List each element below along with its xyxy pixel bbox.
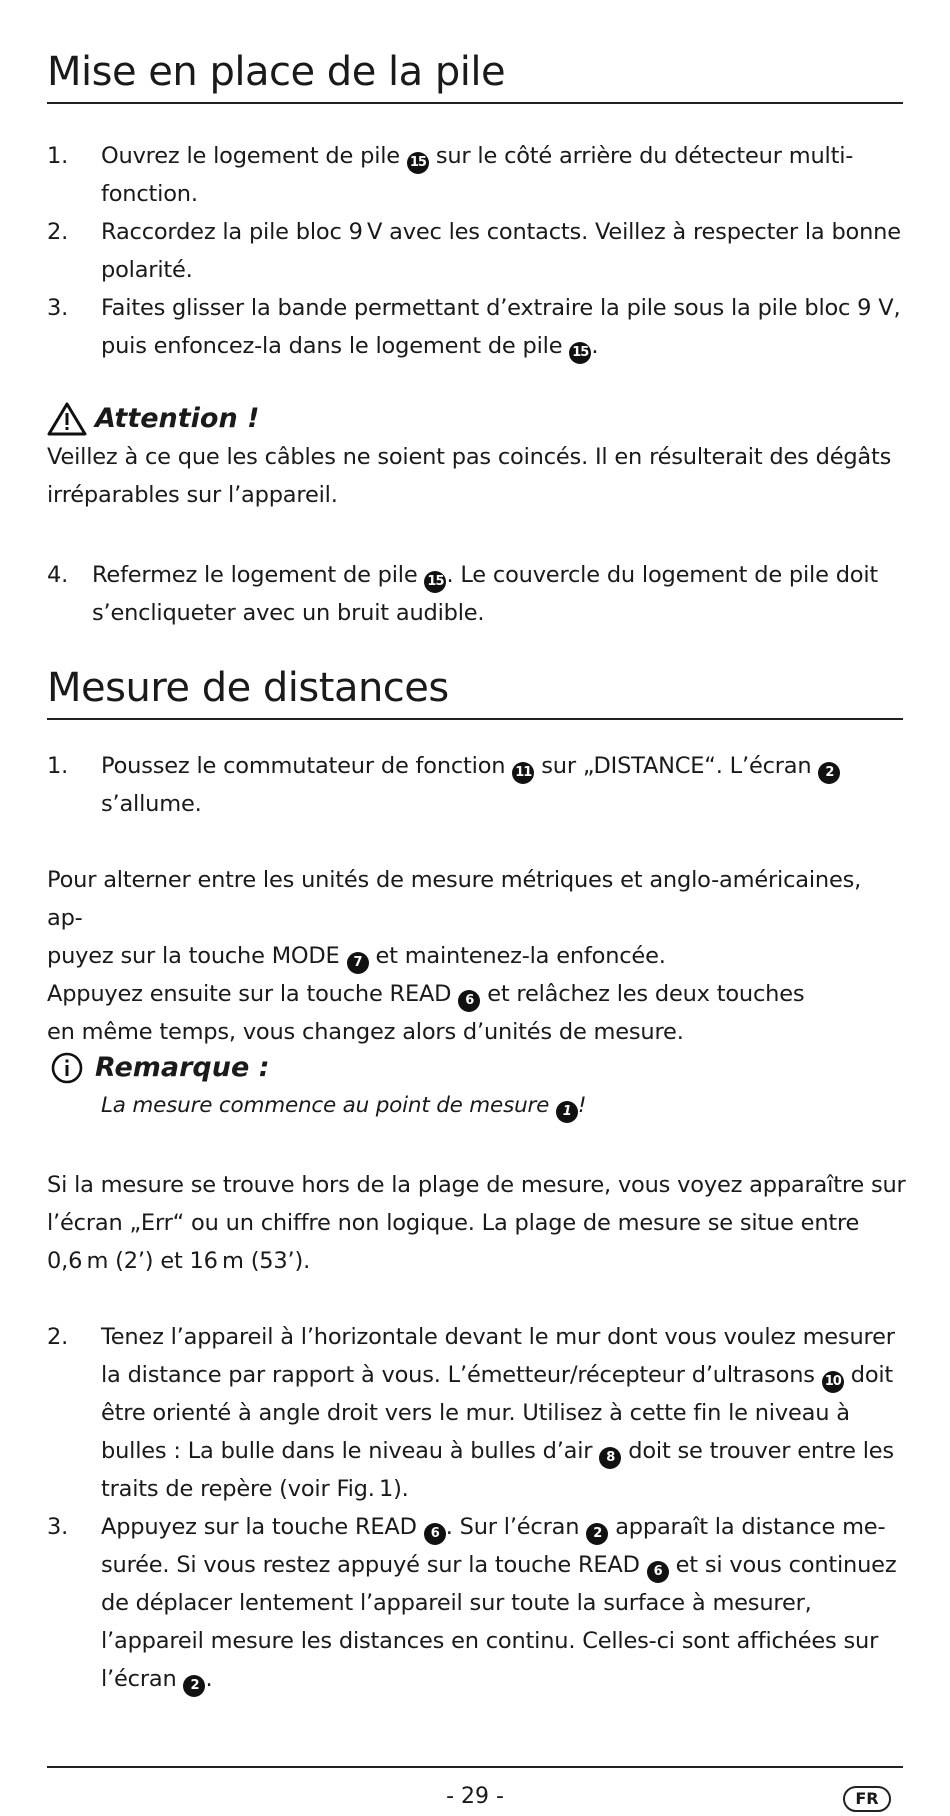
battery-step-4 — [47, 556, 903, 632]
callout-number-icon: 2 — [818, 762, 840, 784]
callout-number-icon: 8 — [599, 1447, 621, 1469]
section-battery-title-wrap — [47, 49, 903, 104]
info-icon — [47, 1051, 87, 1085]
list-item: 1. Ouvrez le logement de pile 15 sur le côté arrière du détecteur multi- fonction. — [47, 143, 854, 207]
remarque-text: La mesure commence au point de mesure 1 ! — [47, 1087, 903, 1125]
range-paragraph: Si la mesure se trouve hors de la plage de mesure, vous voyez apparaître sur l’écran „Err“ ou un chiffre non logique. La plage de mesure se situe entre 0,6 m (2’) et 16 m (53’). — [47, 1172, 906, 1274]
distance-steps — [47, 1318, 909, 1698]
battery-steps — [47, 137, 903, 365]
list-item: 3. Faites glisser la bande permettant d’extraire la pile sous la pile bloc 9 V, puis enfoncez-la dans le logement de pile 15 . — [47, 289, 903, 365]
language-badge: FR — [843, 1786, 891, 1812]
callout-number-icon: 6 — [424, 1523, 446, 1545]
callout-number-icon: 6 — [647, 1561, 669, 1583]
section-title: Mise en place de la pile — [47, 52, 903, 104]
attention-callout — [47, 400, 903, 514]
callout-number-icon: 7 — [347, 952, 369, 974]
callout-number-icon: 15 — [569, 342, 591, 364]
list-item: 4. Refermez le logement de pile 15 . Le couvercle du logement de pile doit s’encliqueter avec un bruit audible. — [47, 562, 879, 626]
remarque-callout — [47, 1049, 903, 1125]
remarque-heading: Remarque : — [47, 1049, 903, 1087]
callout-number-icon: 2 — [183, 1675, 205, 1697]
callout-number-icon: 15 — [407, 152, 429, 174]
list-item: 2. Raccordez la pile bloc 9 V avec les contacts. Veillez à respecter la bonne polarité. — [47, 219, 901, 283]
page-number: - 29 - — [446, 1784, 504, 1809]
distance-step-1 — [47, 747, 903, 823]
footer-divider — [47, 1766, 903, 1768]
section-distance-title-wrap — [47, 665, 903, 720]
callout-number-icon: 2 — [586, 1523, 608, 1545]
callout-number-icon: 1 — [556, 1101, 578, 1123]
callout-number-icon: 15 — [424, 571, 446, 593]
units-paragraph: Pour alterner entre les unités de mesure métriques et anglo-américaines, ap- puyez sur la touche MODE 7 et maintenez-la enfoncée. Appuyez ensuite sur la touche READ 6 et relâchez les deux touches en même temps, vous changez alors d’unités de mesure. — [47, 867, 862, 1045]
callout-number-icon: 10 — [822, 1371, 844, 1393]
list-item: 2. Tenez l’appareil à l’horizontale devant le mur dont vous voulez mesurer la distance par rapport à vous. L’émetteur/récepteur d’ultrasons 10 doit être orienté à angle droit vers le mur. Utilisez à cette fin le niveau à bulles : La bulle dans le niveau à bulles d’air 8 doit se trouver entre les traits de repère (voir Fig. 1). — [47, 1324, 895, 1502]
callout-number-icon: 11 — [512, 762, 534, 784]
attention-heading: Attention ! — [47, 400, 903, 438]
callout-number-icon: 6 — [458, 990, 480, 1012]
section-title: Mesure de distances — [47, 668, 903, 720]
warning-triangle-icon — [47, 402, 87, 436]
list-item: 3. Appuyez sur la touche READ 6 . Sur l’écran 2 apparaît la distance me-surée. Si vous restez appuyé sur la touche READ 6 et si vous continuez de déplacer lentement l’appareil sur toute la surface à mesurer, l’appareil mesure les distances en continu. Celles-ci sont affichées sur l’écran 2 . — [47, 1508, 909, 1698]
attention-text: Veillez à ce que les câbles ne soient pas coincés. Il en résulterait des dégâts irréparables sur l’appareil. — [47, 444, 892, 508]
list-item: 1. Poussez le commutateur de fonction 11 sur „DISTANCE“. L’écran 2 s’allume. — [47, 747, 903, 823]
